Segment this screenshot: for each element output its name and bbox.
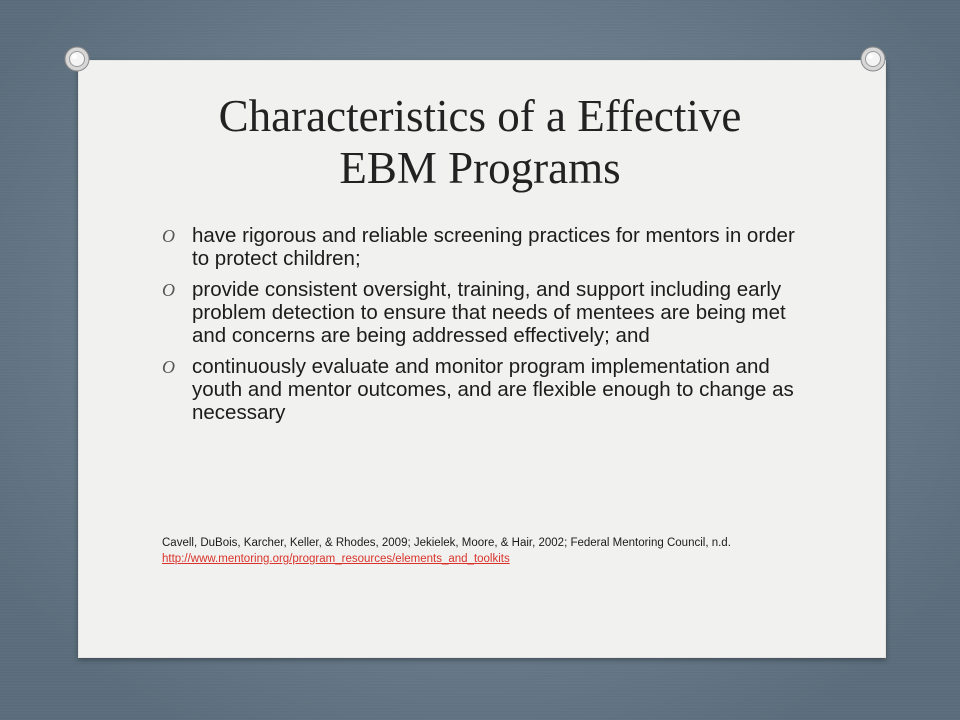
bullet-marker-icon: O (162, 280, 175, 300)
bullet-item (162, 278, 802, 347)
title-line: EBM Programs (339, 143, 621, 193)
citation (162, 535, 862, 567)
bullet-item (162, 224, 802, 270)
pushpin-icon (858, 44, 888, 74)
slide-title (0, 90, 960, 194)
bullet-text: continuously evaluate and monitor program implementation and youth and mentor outcomes, and are flexible enough to change as necessary (192, 355, 794, 424)
citation-text: Cavell, DuBois, Karcher, Keller, & Rhodes, 2009; Jekielek, Moore, & Hair, 2002; Federal Mentoring Council, n.d. (162, 537, 731, 549)
citation-link[interactable]: http://www.mentoring.org/program_resources/elements_and_toolkits (162, 553, 510, 565)
bullet-marker-icon: O (162, 357, 175, 377)
pushpin-icon (62, 44, 92, 74)
bullet-text: provide consistent oversight, training, and support including early problem detection to ensure that needs of mentees are being met and concerns are being addressed effectively; and (192, 278, 786, 347)
bullet-list (162, 224, 802, 432)
bullet-text: have rigorous and reliable screening practices for mentors in order to protect children; (192, 224, 795, 270)
title-line: Characteristics of a Effective (218, 91, 742, 141)
bullet-item (162, 355, 802, 424)
bullet-marker-icon: O (162, 226, 175, 246)
